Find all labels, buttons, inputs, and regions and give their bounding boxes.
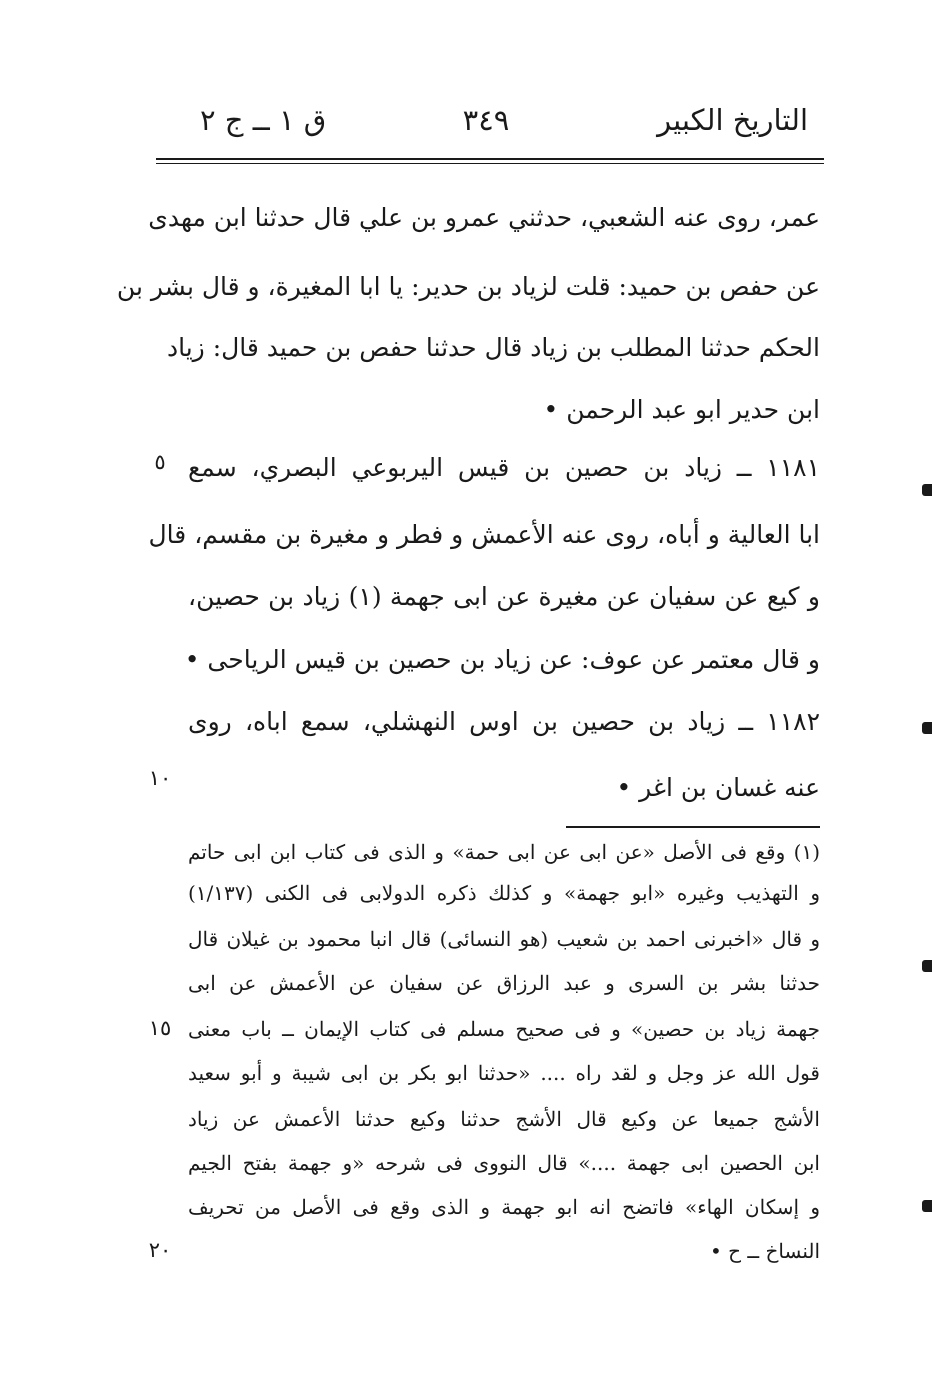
- page-number: ٣٤٩: [462, 103, 510, 137]
- body-line: و كيع عن سفيان عن مغيرة عن ابى جهمة (١) زياد بن حصين،: [188, 582, 820, 611]
- body-line: عنه غسان بن اغر •: [616, 773, 820, 802]
- footnote-line: جهمة زياد بن حصين» و فى صحيح مسلم فى كتاب الإيمان ــ باب معنى: [188, 1017, 820, 1041]
- footnote-line: الأشج جميعا عن وكيع قال الأشج حدثنا وكيع حدثنا الأعمش عن زياد: [188, 1107, 820, 1131]
- margin-line-number: ٢٠: [148, 1238, 172, 1262]
- body-line: الحكم حدثنا المطلب بن زياد قال حدثنا حفص بن حميد قال: زياد: [166, 333, 820, 362]
- footnote-line: قول الله عز وجل و لقد راه .... «حدثنا ابو بكر بن ابى شيبة و أبو سعيد: [188, 1061, 820, 1085]
- body-line: عن حفص بن حميد: قلت لزياد بن حدير: يا ابا المغيرة، و قال بشر بن: [116, 272, 820, 301]
- header-rule: [156, 158, 824, 160]
- body-line: و قال معتمر عن عوف: عن زياد بن حصين بن قيس الرياحى •: [184, 645, 820, 674]
- margin-line-number: ٥: [154, 450, 166, 474]
- book-title: التاريخ الكبير: [657, 103, 808, 137]
- volume-reference: ق ١ ــ ج ٢: [200, 103, 327, 137]
- scan-edge-mark: [922, 1200, 932, 1212]
- scan-edge-mark: [922, 484, 932, 496]
- scan-edge-mark: [922, 722, 932, 734]
- body-line: ابن حدير ابو عبد الرحمن •: [543, 395, 820, 424]
- body-line: عمر، روى عنه الشعبي، حدثني عمرو بن علي قال حدثنا ابن مهدى: [148, 203, 820, 232]
- footnote-line: حدثنا بشر بن السرى و عبد الرزاق عن سفيان عن الأعمش عن ابى: [188, 971, 820, 995]
- entry-1182-heading: ١١٨٢ ــ زياد بن حصين بن اوس النهشلي، سمع اباه، روى: [188, 707, 820, 736]
- body-line: ابا العالية و أباه، روى عنه الأعمش و فطر و مغيرة بن مقسم، قال: [148, 520, 820, 549]
- margin-line-number: ١٥: [148, 1016, 172, 1040]
- scan-edge-mark: [922, 960, 932, 972]
- footnote-line: و قال «اخبرنى احمد بن شعيب (هو النسائى) قال انبا محمود بن غيلان قال: [188, 927, 820, 951]
- page-number-wrap: [0, 100, 932, 140]
- footnote-line: و التهذيب وغيره «ابو جهمة» و كذلك ذكره الدولابى فى الكنى (١/١٣٧): [188, 881, 820, 905]
- footnote-line: (١) وقع فى الأصل «عن ابى عن ابى حمة» و الذى فى كتاب ابن ابى حاتم: [188, 840, 820, 864]
- footnote-line: ابن الحصين ابى جهمة ....» قال النووى فى شرحه «و جهمة بفتح الجيم: [188, 1151, 820, 1175]
- footnote-line: النساخ ــ ح •: [709, 1239, 820, 1263]
- header-rule-thin: [156, 163, 824, 164]
- footnote-line: و إسكان الهاء» فاتضح انه ابو جهمة و الذى وقع فى الأصل من تحريف: [188, 1195, 820, 1219]
- footnote-rule: [566, 826, 820, 828]
- entry-1181-heading: ١١٨١ ــ زياد بن حصين بن قيس اليربوعي البصري، سمع: [188, 453, 820, 482]
- margin-line-number: ١٠: [148, 766, 172, 790]
